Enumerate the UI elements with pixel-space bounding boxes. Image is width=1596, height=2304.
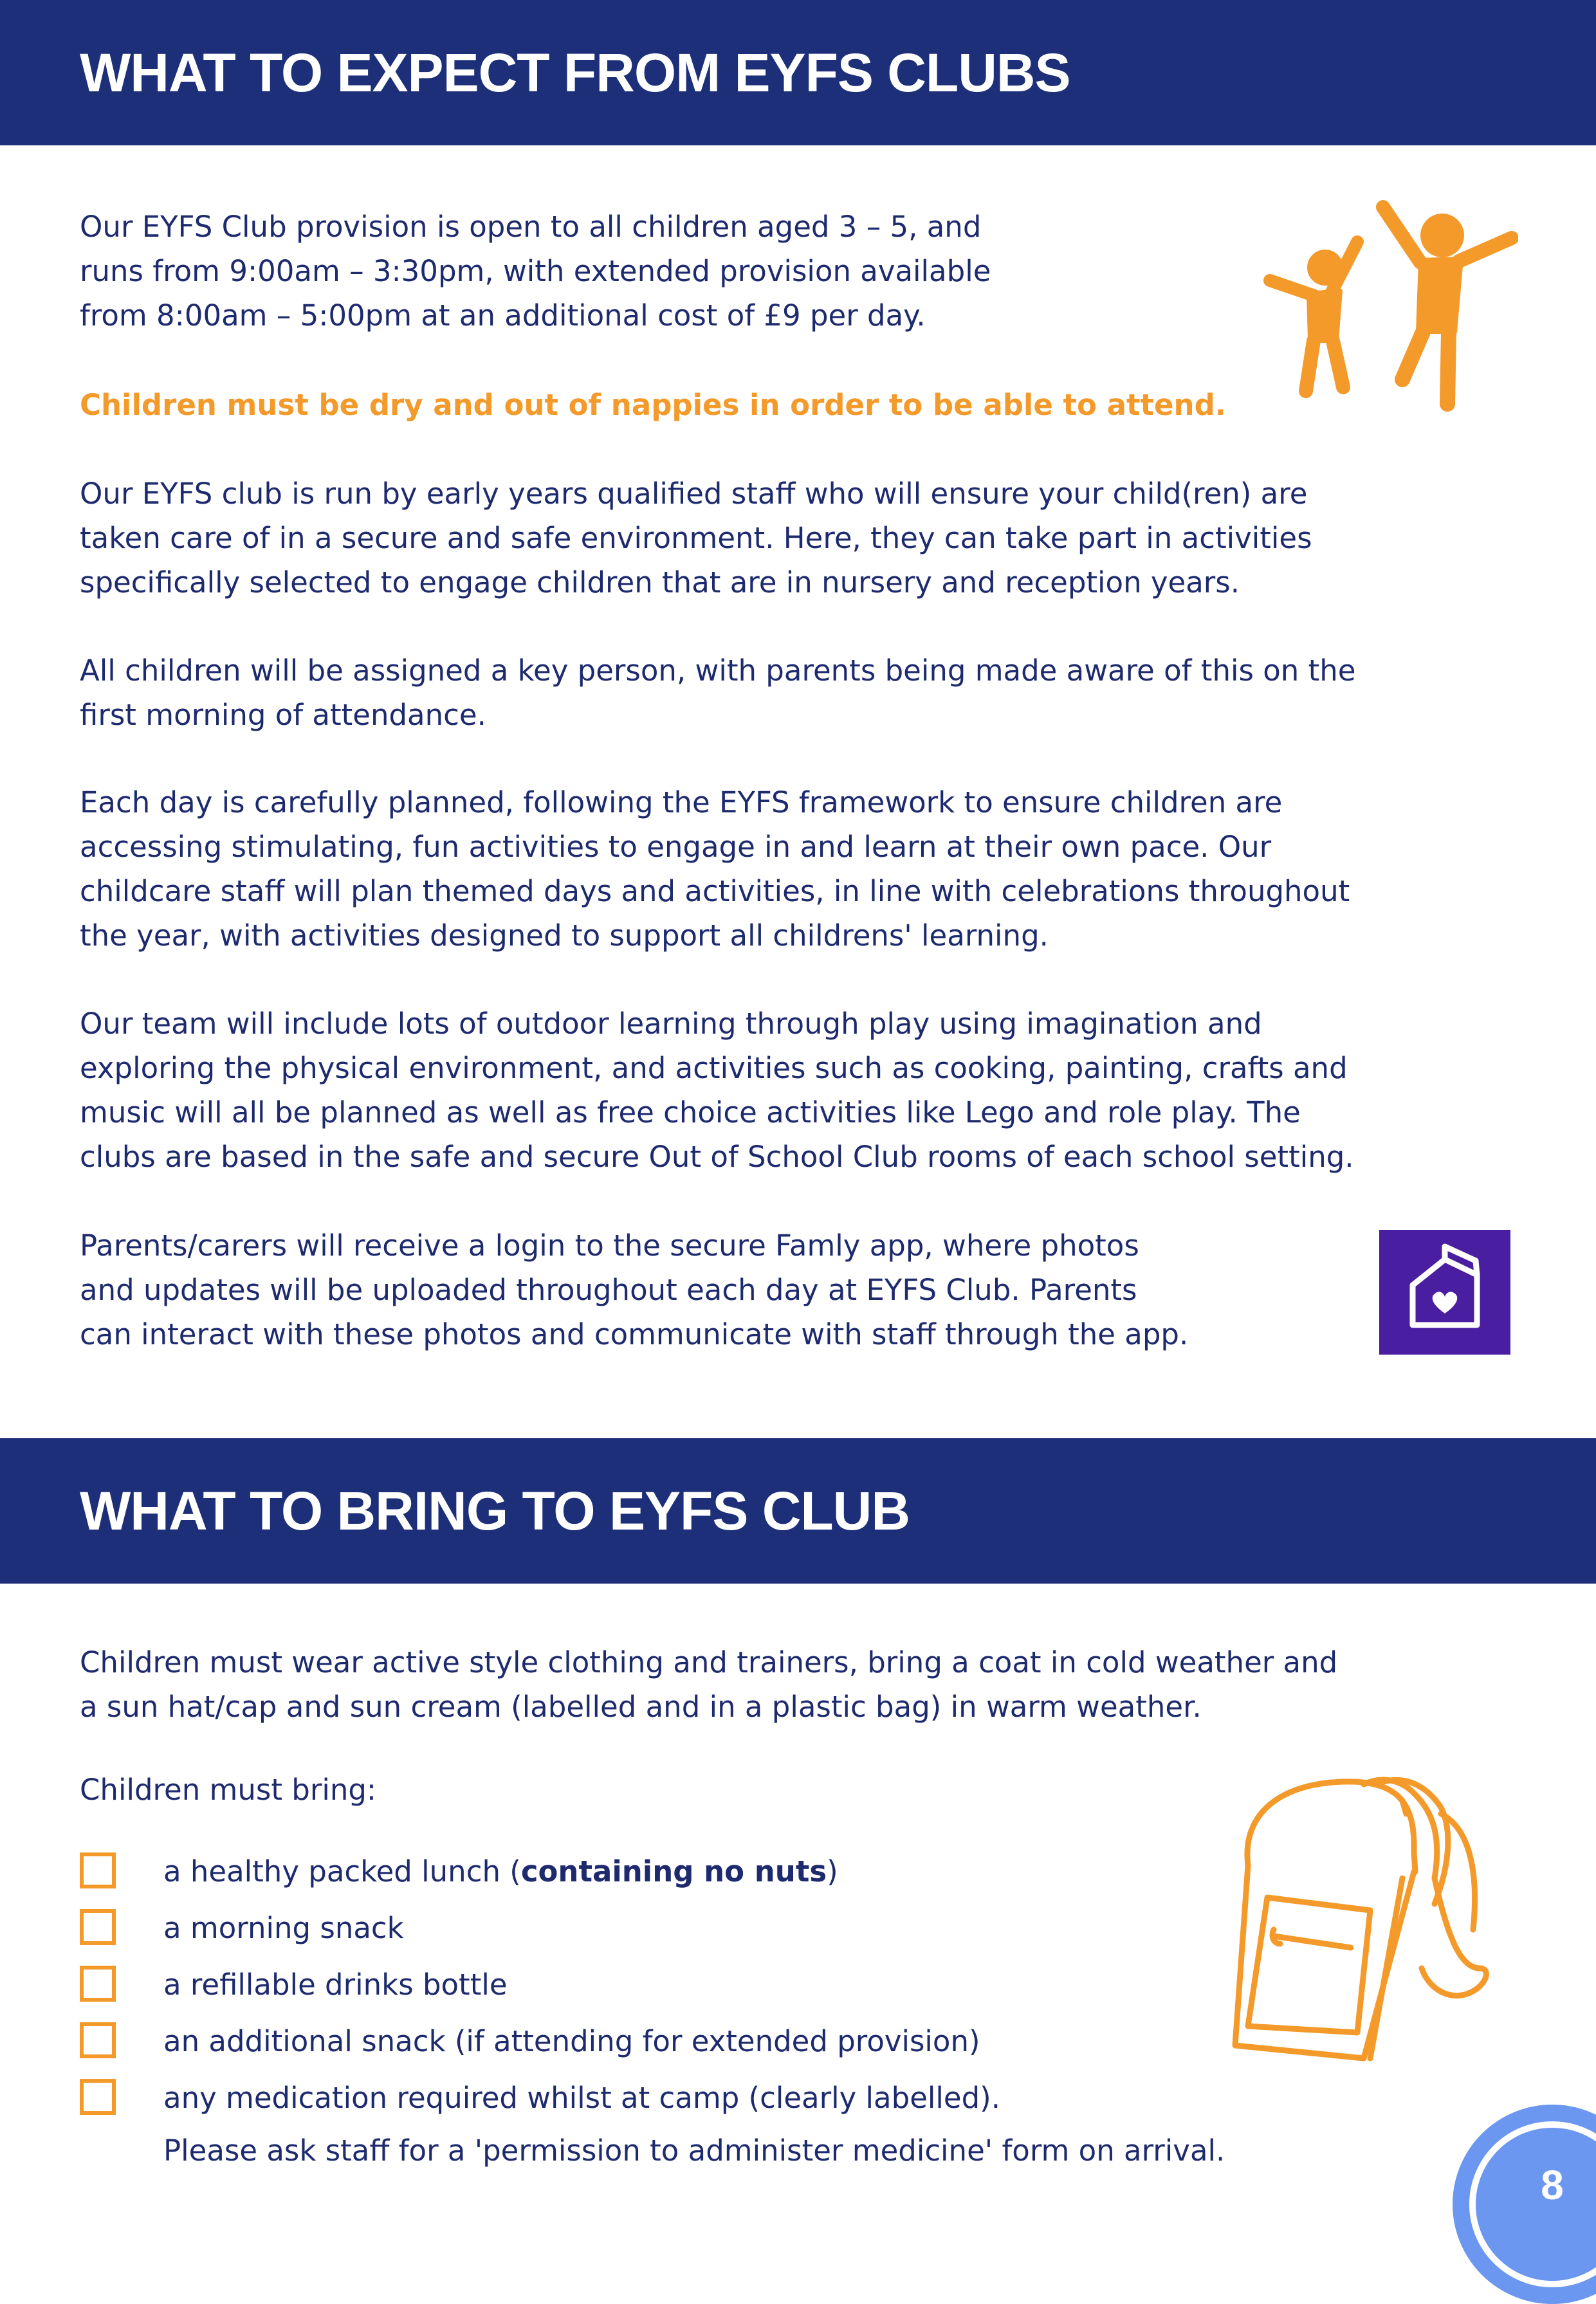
list-item — [80, 2013, 1000, 2070]
clothing-line-1: Children must wear active style clothing and trainers, bring a coat in cold weather and — [80, 1645, 1338, 1679]
intro-line-3: from 8:00am – 5:00pm at an additional cost of £9 per day. — [80, 298, 926, 333]
planning-line-2: accessing stimulating, fun activities to engage in and learn at their own pace. Our — [80, 830, 1272, 864]
planning-line-4: the year, with activities designed to support all childrens' learning. — [80, 919, 1049, 953]
planning-line-1: Each day is carefully planned, following the EYFS framework to ensure children are — [80, 785, 1283, 819]
intro-line-1: Our EYFS Club provision is open to all children aged 3 – 5, and — [80, 210, 982, 244]
outdoor-line-3: music will all be planned as well as free choice activities like Lego and role play. The — [80, 1095, 1301, 1129]
famly-paragraph — [80, 1223, 1188, 1357]
item-text-end: ) — [827, 1854, 838, 1888]
staff-line-1: Our EYFS club is run by early years qualified staff who will ensure your child(ren) are — [80, 477, 1308, 511]
item-text: a morning snack — [163, 1911, 404, 1945]
checkbox[interactable] — [80, 1966, 116, 2002]
section-header-bring — [0, 1438, 1596, 1584]
checkbox[interactable] — [80, 1852, 116, 1888]
list-item — [80, 2070, 1000, 2126]
outdoor-line-1: Our team will include lots of outdoor learning through play using imagination and — [80, 1007, 1262, 1041]
nappies-notice: Children must be dry and out of nappies in order to be able to attend. — [80, 388, 1226, 422]
outdoor-paragraph — [80, 1001, 1354, 1179]
key-person-line-2: first morning of attendance. — [80, 698, 486, 732]
key-person-line-1: All children will be assigned a key person, with parents being made aware of this on the — [80, 654, 1356, 688]
children-jumping-icon — [1261, 198, 1518, 417]
item-emphasis: containing no nuts — [520, 1854, 827, 1888]
section-header-expect — [0, 0, 1596, 145]
list-item — [80, 1843, 1000, 1900]
outdoor-line-4: clubs are based in the safe and secure Out of School Club rooms of each school setting. — [80, 1140, 1354, 1174]
intro-paragraph — [80, 205, 991, 338]
famly-app-icon — [1379, 1230, 1510, 1355]
list-item — [80, 1900, 1000, 1957]
checkbox[interactable] — [80, 2022, 116, 2058]
planning-line-3: childcare staff will plan themed days and activities, in line with celebrations throughout — [80, 874, 1350, 908]
item-text: any medication required whilst at camp (clearly labelled). — [163, 2081, 1001, 2115]
clothing-line-2: a sun hat/cap and sun cream (labelled and in a plastic bag) in warm weather. — [80, 1690, 1202, 1724]
section-title-expect: WHAT TO EXPECT FROM EYFS CLUBS — [80, 42, 1070, 103]
famly-line-2: and updates will be uploaded throughout each day at EYFS Club. Parents — [80, 1273, 1137, 1307]
intro-line-2: runs from 9:00am – 3:30pm, with extended provision available — [80, 254, 991, 288]
planning-paragraph — [80, 780, 1350, 958]
clothing-paragraph — [80, 1640, 1337, 1729]
outdoor-line-2: exploring the physical environment, and activities such as cooking, painting, crafts and — [80, 1051, 1348, 1085]
checkbox[interactable] — [80, 1909, 116, 1945]
staff-line-3: specifically selected to engage children that are in nursery and reception years. — [80, 565, 1240, 599]
famly-line-3: can interact with these photos and communicate with staff through the app. — [80, 1317, 1189, 1351]
key-person-paragraph — [80, 648, 1355, 737]
list-item — [80, 1957, 1000, 2013]
item-text: an additional snack (if attending for extended provision) — [163, 2024, 980, 2058]
item-text: a healthy packed lunch ( — [163, 1854, 521, 1888]
section-title-bring: WHAT TO BRING TO EYFS CLUB — [80, 1480, 910, 1541]
item-text: a refillable drinks bottle — [163, 1968, 508, 2002]
checkbox[interactable] — [80, 2079, 116, 2115]
staff-line-2: taken care of in a secure and safe environment. Here, they can take part in activities — [80, 521, 1312, 555]
must-bring-label: Children must bring: — [80, 1773, 377, 1807]
backpack-icon — [1209, 1775, 1518, 2065]
famly-line-1: Parents/carers will receive a login to the secure Famly app, where photos — [80, 1229, 1139, 1263]
medicine-note: Please ask staff for a 'permission to administer medicine' form on arrival. — [163, 2134, 1225, 2168]
page-number: 8 — [1476, 2128, 1596, 2281]
staff-paragraph — [80, 471, 1312, 605]
bring-checklist — [80, 1843, 1000, 2126]
